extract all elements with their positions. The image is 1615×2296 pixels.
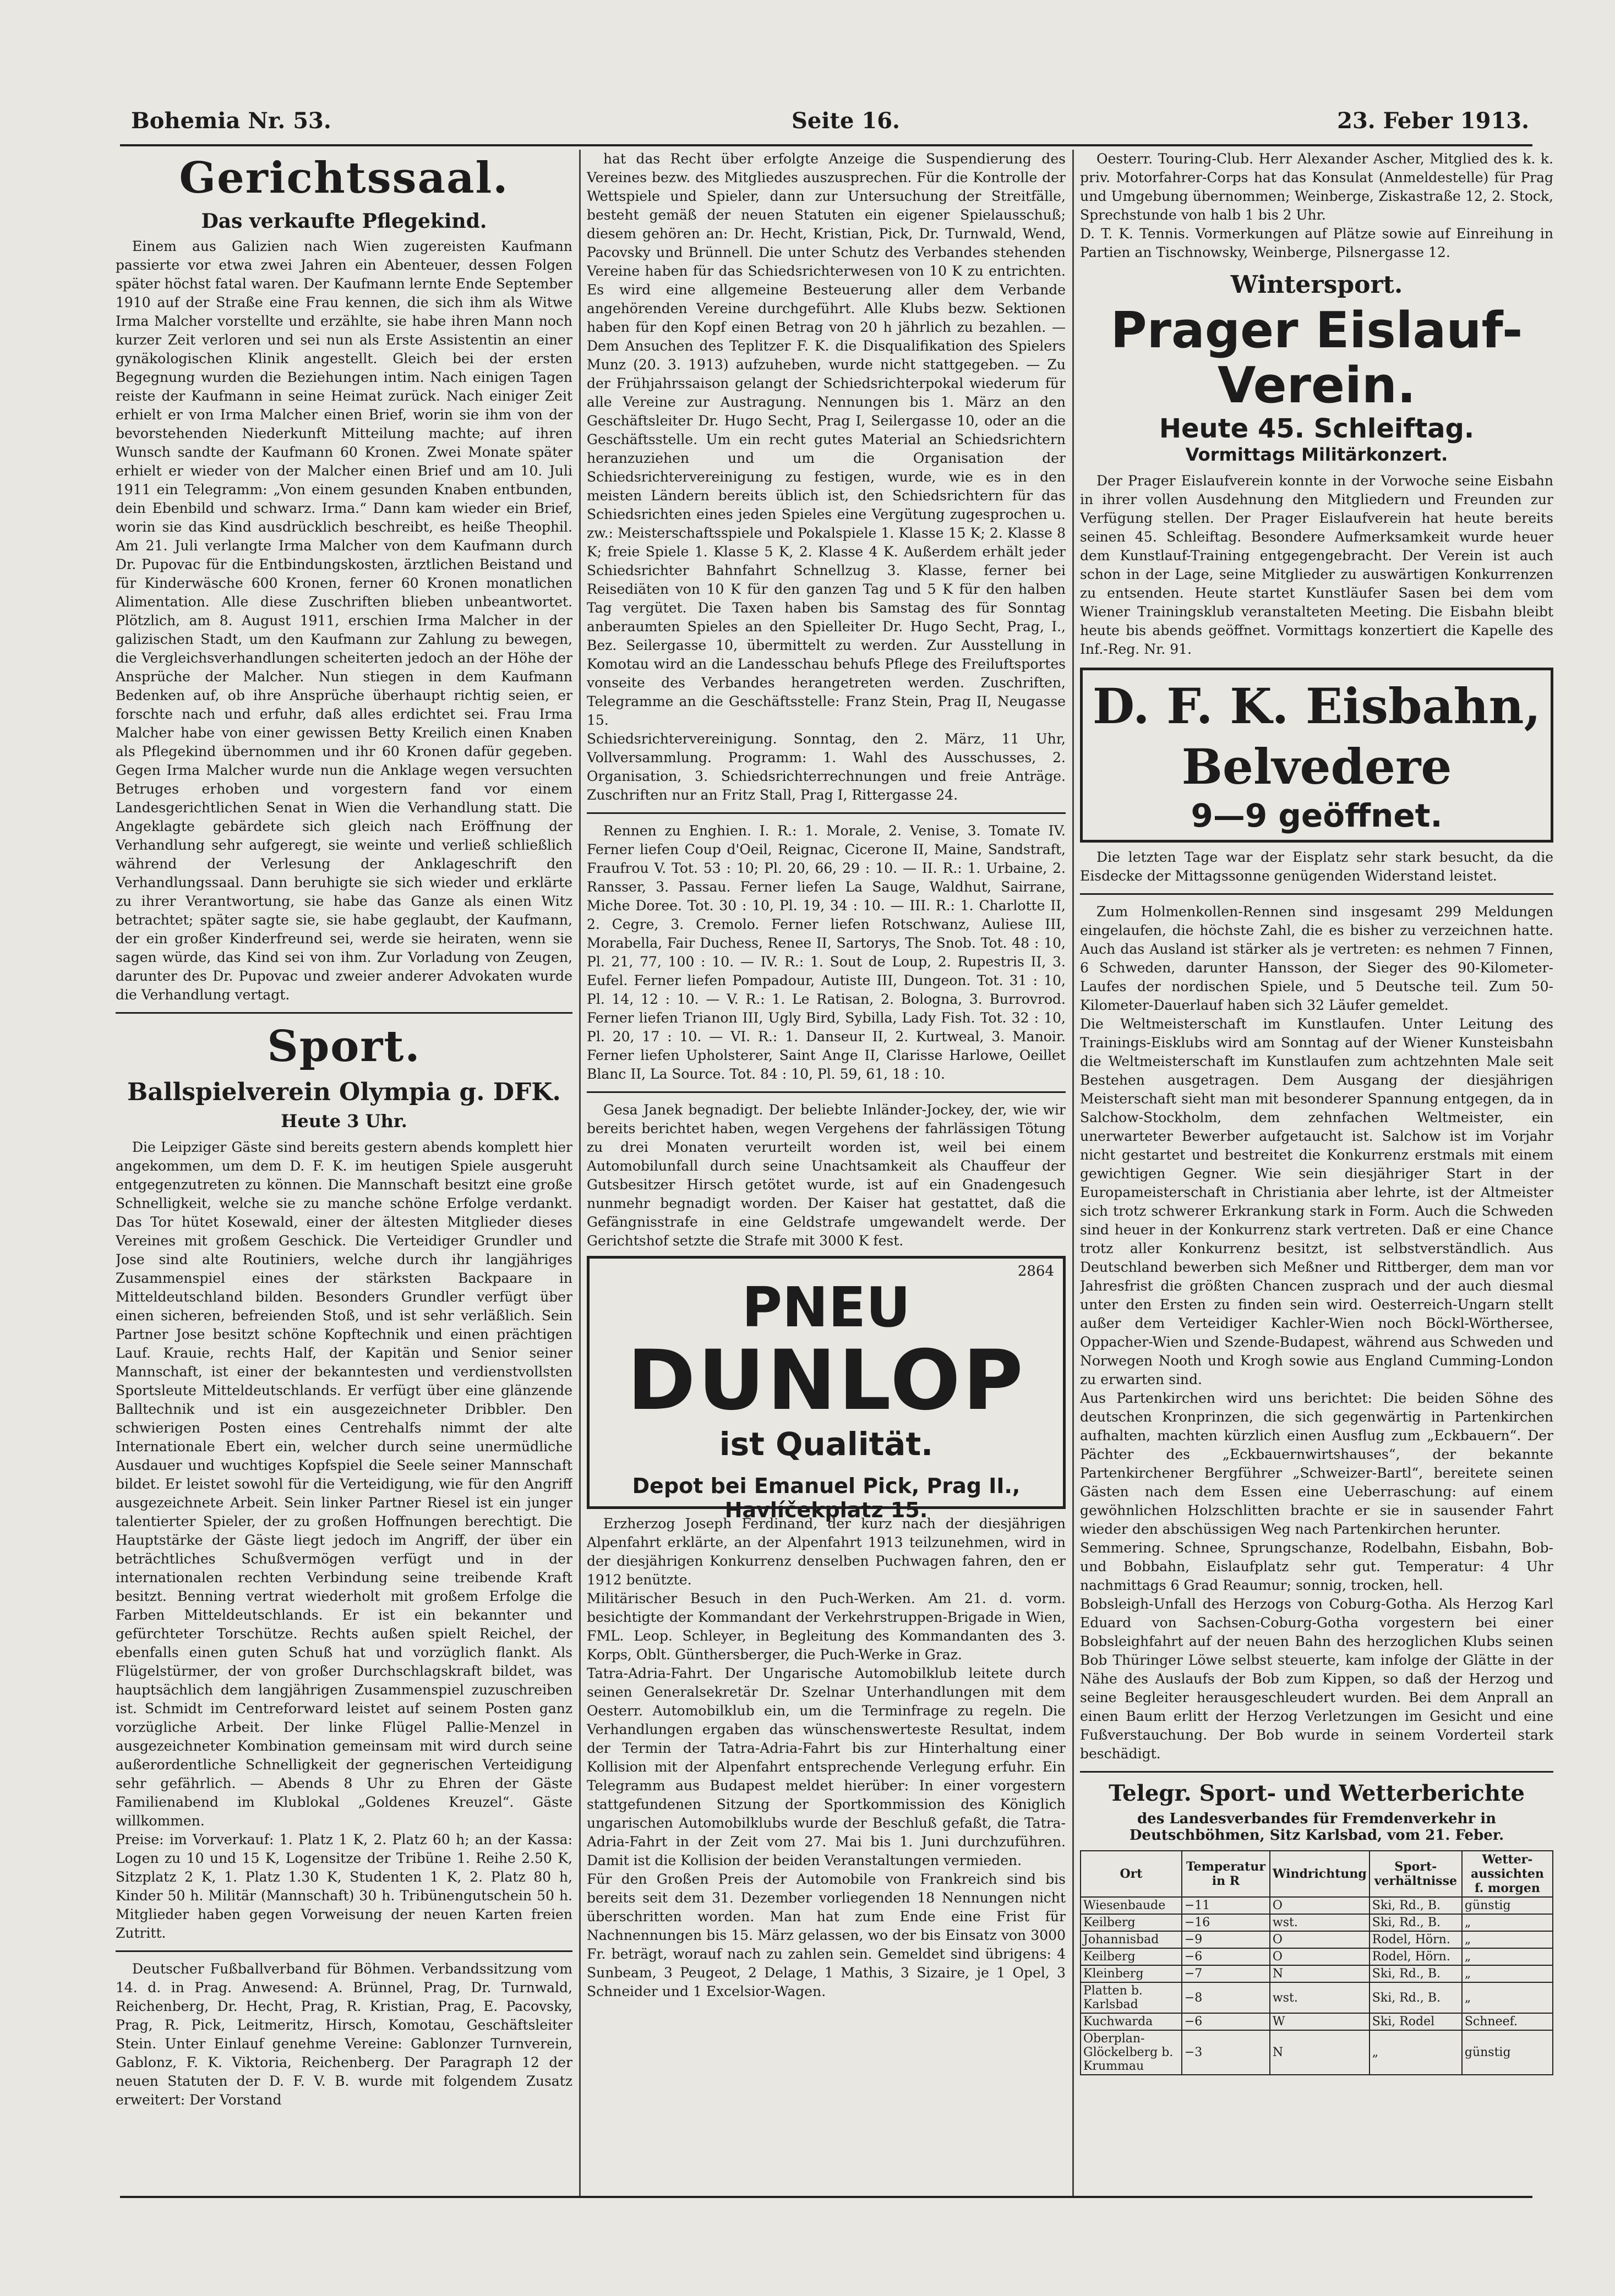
column-divider (1072, 150, 1074, 2197)
ad-dunlop-logo: DUNLOP (627, 1333, 1025, 1429)
table-cell: „ (1462, 1948, 1553, 1965)
table-cell: Ski, Rodel (1370, 2013, 1462, 2030)
article-body-fussballverband: Deutscher Fußballverband für Böhmen. Verbandssitzung vom 14. d. in Prag. Anwesend: A. Brünnel, Prag, Dr. Turnwald, Reichenberg, Dr. Hecht, Prag, R. Kristian, Prag, E. Pacovsky, Prag, R. Pick, Leitmeritz, Hirsch, Komotau, Geschäftsleiter Stein. Unter Einlauf genehme Vereine: Gablonzer Turnverein, Gablonz, F. K. Viktoria, Reichenberg. Der Paragraph 12 der neuen Statuten der D. F. V. B. wurde mit folgendem Zusatz erweitert: Der Vorstand (116, 1961, 572, 2108)
th-wetter: Wetter-aussichten f. morgen (1462, 1851, 1553, 1897)
footer-rule (120, 2196, 1532, 2198)
ad-depot: Depot bei Emanuel Pick, Prag II., Havlíčekplatz 15. (632, 1474, 1021, 1522)
table-cell: Wiesenbaude (1081, 1897, 1182, 1914)
article-body-touring: Oesterr. Touring-Club. Herr Alexander Ascher, Mitglied des k. k. priv. Motorfahrer-Corps hat das Konsulat (Anmeldestelle) für Prag und Umgebung übernommen; Weinberge, Ziskastraße 12, 2. Stock, Sprechstunde von halb 1 bis 2 Uhr. D. T. K. Tennis. Vormerkungen auf Plätze sowie auf Einreihung in Partien an Tischnowsky, Weinberge, Pilsnergasse 12. (1080, 151, 1553, 260)
table-cell: O (1270, 1897, 1370, 1914)
table-cell: Platten b. Karlsbad (1081, 1982, 1182, 2013)
table-cell: Ski, Rd., B. (1370, 1965, 1462, 1982)
table-cell: „ (1370, 2030, 1462, 2075)
section-title-sport: Sport. (267, 1021, 421, 1072)
table-cell: „ (1462, 1931, 1553, 1948)
article-body-automobil: Erzherzog Joseph Ferdinand, der kurz nach der diesjährigen Alpenfahrt erklärte, an der Alpenfahrt 1913 teilzunehmen, wird in der diesjährigen Konkurrenz denselben Puchwagen fahren, den er 1912 benützte. Militärischer Besuch in den Puch-Werken. Am 21. d. vorm. besichtigte der Kommandant der Verkehrstruppen-Brigade in Wien, FML. Leop. Schleyer, in Begleitung des Kommandanten des 3. Korps, Oblt. Günthersberger, die Puch-Werke in Graz. Tatra-Adria-Fahrt. Der Ungarische Automobilklub leitete durch seinen Generalsekretär Dr. Szelnar Unterhandlungen mit dem Oesterr. Automobilklub ein, um die Terminfrage zu regeln. Die Verhandlungen ergaben das wünschenswerteste Resultat, indem der Termin der Tatra-Adria-Fahrt bis zur Hinterhaltung einer Kollision mit der Alpenfahrt entsprechende Verlegung erfuhr. Ein Telegramm aus Budapest meldet hierüber: In einer vorgestern stattgefundenen Sitzung der Sportkommission des Königlich ungarischen Automobilklubs wurde der Beschluß gefaßt, die Tatra-Adria-Fahrt in der Zeit vom 27. Mai bis 1. Juni durchzuführen. Damit ist die Kollision der beiden Veranstaltungen vermieden. Für den Großen Preis der Automobile von Frankreich sind bis bereits seit dem 31. Dezember vorliegenden 18 Nennungen nicht überschritten worden. Man hat zum Ende eine Frist für Nachnennungen bis 15. März gelassen, wo der bis Einsatz von 3000 Fr. beträgt, worauf nach zu zahlen sein. Gemeldet sind übrigens: 4 Sunbeam, 3 Peugeot, 2 Delage, 1 Mathis, 3 Sizaire, je 1 Opel, 3 Schneider und 1 Excelsior-Wagen. (587, 1516, 1066, 1999)
header-rule (120, 144, 1532, 146)
table-cell: „ (1462, 1965, 1553, 1982)
section-divider (116, 1012, 572, 1014)
dfk-eisbahn-title: D. F. K. Eisbahn, Belvedere (1092, 677, 1541, 795)
table-cell: „ (1462, 1914, 1553, 1931)
article-body-wintersport: Zum Holmenkollen-Rennen sind insgesamt 299 Meldungen eingelaufen, die höchste Zahl, die es bisher zu verzeichnen hatte. Auch das Ausland ist stärker als je vertreten: es nehmen 7 Finnen, 6 Schweden, darunter Hansson, der Sieger des 90-Kilometer-Laufes der nordischen Spiele, und 5 Deutsche teil. Zum 50-Kilometer-Dauerlauf haben sich 32 Läufer gemeldet. Die Weltmeisterschaft im Kunstlaufen. Unter Leitung des Trainings-Eisklubs wird am Sonntag auf der Wiener Kunsteisbahn die Weltmeisterschaft im Kunstlaufen zum achtzehnten Male seit Bestehen ausgetragen. Dem Ausgang der diesjährigen Meisterschaft sieht man mit besonderer Spannung entgegen, da in Salchow-Stockholm, dem zehnfachen Weltmeister, ein unerwarteter Bewerber aufgetaucht ist. Salchow ist im Vorjahr nicht gestartet und bestreitet die Konkurrenz erstmals mit einem gewichtigen Gegner. Wie sein diesjähriger Start in der Europameisterschaft in Christiania aber lehrte, ist der Altmeister sich trotz schwerer Erkrankung stark in Form. Auch die Schweden sind heuer in der Konkurrenz stark vertreten. Daß er eine Chance trotz aller Konkurrenz besitzt, ist selbstverständlich. Aus Deutschland bewerben sich Meßner und Rittberger, dem man vor Jahresfrist die größten Chancen zusprach und der auch diesmal unter den Ersten zu finden sein wird. Oesterreich-Ungarn stellt außer dem Verteidiger Kachler-Wien noch Böckl-Wörthersee, Oppacher-Wien und Szende-Budapest, während aus Schweden und Norwegen Nooth und Krogh sowie aus England Cumming-London zu erwarten sind. Aus Partenkirchen wird uns berichtet: Die beiden Söhne des deutschen Kronprinzen, die sich gegenwärtig in Partenkirchen aufhalten, machten kürzlich einen Ausflug zum „Eckbauern“. Der Pächter des „Eckbauernwirtshauses“, der bekannte Partenkirchener Bergführer „Schweizer-Bartl“, bereitete seinen Gästen nach dem Essen eine Ueberraschung: auf einem gewöhnlichen Holzschlitten brachte er sie in sausender Fahrt wieder den abschüssigen Weg nach Partenkirchen herunter. Semmering. Schnee, Sprungschanze, Rodelbahn, Eisbahn, Bob- und Bobbahn, Eislaufplatz sehr gut. Temperatur: 4 Uhr nachmittags 6 Grad Reaumur; sonnig, trocken, hell. Bobsleigh-Unfall des Herzogs von Coburg-Gotha. Als Herzog Karl Eduard von Sachsen-Coburg-Gotha vorgestern bei einer Bobsleighfahrt auf der neuen Bahn des herzoglichen Klubs seinen Bob Thüringer Löwe selbst steuerte, kam infolge der Glätte in der Nähe des Auslaufs der Bob zum Kippen, so daß der Herzog und seine Begleiter herausgeschleudert wurden. Bei dem Anprall an einen Baum erlitt der Herzog Verletzungen im Gesicht und eine Fußverstauchung. Der Bob wurde in seinem Vorderteil stark beschädigt. (1080, 904, 1553, 1762)
table-cell: −11 (1182, 1897, 1270, 1914)
table-cell: −7 (1182, 1965, 1270, 1982)
table-cell: N (1270, 2030, 1370, 2075)
weather-table (1080, 1850, 1553, 2075)
table-cell: −6 (1182, 2013, 1270, 2030)
table-cell: Johannisbad (1081, 1931, 1182, 1948)
article-body-verband-cont: hat das Recht über erfolgte Anzeige die Suspendierung des Vereines bezw. des Mitgliedes auszusprechen. Für die Kontrolle der Wettspiele und Spieler, dann zur Untersuchung der Streitfälle, besteht gemäß der neuen Statuten ein eigener Spielausschuß; diesem gehören an: Dr. Hecht, Kristian, Pick, Dr. Turnwald, Wend, Pacovsky und Brünnell. Die unter Schutz des Verbandes stehenden Vereine haben für das Schiedsrichterwesen von 10 K zu entrichten. Es wird eine allgemeine Besteuerung aller dem Verbande angehörenden Vereine durchgeführt. Alle Klubs bezw. Sektionen haben für den Kopf einen Betrag von 20 h jährlich zu bezahlen. — Dem Ansuchen des Teplitzer F. K. die Disqualifikation des Spielers Munz (20. 3. 1913) aufzuheben, wurde nicht stattgegeben. — Zu der Frühjahrssaison gelangt der Schiedsrichterpokal wiederum für alle Vereine zur Austragung. Nennungen bis 1. März an den Geschäftsleiter Dr. Hugo Secht, Prag I, Seilergasse 10, oder an die Geschäftsstelle. Um ein recht gutes Material an Schiedsrichtern heranzuziehen und um die Organisation der Schiedsrichtervereinigung zu festigen, wurde, wie es in den meisten Ländern bereits üblich ist, den Schiedsrichtern für das Schiedsrichten eines jeden Spieles eine Vergütung zugesprochen u. zw.: Meisterschaftsspiele und Pokalspiele 1. Klasse 15 K; 2. Klasse 8 K; freie Spiele 1. Klasse 5 K, 2. Klasse 4 K. Außerdem erhält jeder Schiedsrichter Bahnfahrt Schnellzug 3. Klasse, ferner bei Reisediäten von 10 K für den ganzen Tag und 5 K für den halben Tag vergütet. Die Taxen haben bis Samstag des für Sonntag anberaumten Spieles an den Spielleiter Dr. Hugo Secht, Prag, I., Bez. Seilergasse 10, übermittelt zu werden. Zur Ausstellung in Komotau wird an die Landesschau behufs Pflege des Freiluftsportes vonseite des Verbandes herangetreten werden. Zuschriften, Telegramme an die Geschäftsstelle: Franz Stein, Prag II, Neugasse 15. Schiedsrichtervereinigung. Sonntag, den 2. März, 11 Uhr, Vollversammlung. Programm: 1. Wahl des Ausschusses, 2. Organisation, 3. Schiedsrichterrechnungen und freie Anträge. Zuschriften nur an Fritz Stall, Prag I, Rittergasse 24. (587, 151, 1066, 803)
column-3 (1080, 150, 1553, 2186)
article-divider (1080, 893, 1553, 895)
article-divider (1080, 1771, 1553, 1773)
dunlop-advertisement (587, 1256, 1066, 1522)
telegr-title: Telegr. Sport- und Wetterberichte (1109, 1780, 1525, 1806)
issue-label: Bohemia Nr. 53. (131, 108, 331, 134)
table-row (1081, 2013, 1553, 2030)
page-number: Seite 16. (792, 108, 900, 134)
article-body-janek: Gesa Janek begnadigt. Der beliebte Inländer-Jockey, der, wie wir bereits berichtet haben, wegen Vergehens der fahrlässigen Tötung zu drei Monaten verurteilt worden ist, weil bei einem Automobilunfall durch seine Unachtsamkeit als Chauffeur der Gutsbesitzer Hirsch getötet wurde, ist auf ein Gnadengesuch nunmehr begnadigt worden. Der Kaiser hat gestattet, daß die Gefängnisstrafe in eine Geldstrafe umgewandelt werde. Der Gerichtshof setzte die Strafe mit 3000 K fest. (587, 1102, 1066, 1249)
section-title-gerichtssaal: Gerichtssaal. (179, 153, 509, 203)
table-cell: O (1270, 1948, 1370, 1965)
ad-number: 2864 (1017, 1263, 1054, 1280)
article-headline-olympia: Ballspielverein Olympia g. DFK. (127, 1078, 561, 1106)
table-row (1081, 2030, 1553, 2075)
article-body-prager: Der Prager Eislaufverein konnte in der Vorwoche seine Eisbahn in ihrer vollen Ausdehnung den Mitgliedern und Freunden zur Verfügung stellen. Der Prager Eislaufverein hat heute bereits seinen 45. Schleiftag. Besondere Aufmerksamkeit wurde heuer dem Kunstlauf-Training entgegengebracht. Der Verein ist auch schon in der Lage, seine Mitglieder zu auswärtigen Konkurrenzen zu entsenden. Heute startet Kunstläufer Sasen bei dem vom Wiener Trainingsklub veranstalteten Meeting. Die Eisbahn bleibt heute bis abends geöffnet. Vormittags konzertiert die Kapelle des Inf.-Reg. Nr. 91. (1080, 473, 1553, 657)
article-headline-pflegekind: Das verkaufte Pflegekind. (201, 210, 487, 233)
table-cell: Rodel, Hörn. (1370, 1948, 1462, 1965)
dfk-open-hours: 9—9 geöffnet. (1191, 797, 1443, 834)
table-cell: −6 (1182, 1948, 1270, 1965)
table-cell: Oberplan-Glöckelberg b. Krummau (1081, 2030, 1182, 2075)
weather-table-header (1081, 1851, 1553, 1897)
telegr-subtitle: des Landesverbandes für Fremdenverkehr in Deutschböhmen, Sitz Karlsbad, vom 21. Feber. (1129, 1811, 1504, 1844)
th-wind: Windrichtung (1270, 1851, 1370, 1897)
th-temp: Temperatur in R (1182, 1851, 1270, 1897)
table-cell: O (1270, 1931, 1370, 1948)
article-body-dfk: Die letzten Tage war der Eisplatz sehr stark besucht, da die Eisdecke der Mittagssonne genügenden Widerstand leistet. (1080, 849, 1553, 884)
table-cell: −3 (1182, 2030, 1270, 2075)
column-divider (579, 150, 581, 2197)
table-cell: günstig (1462, 2030, 1553, 2075)
column-1 (116, 150, 572, 2186)
table-cell: wst. (1270, 1914, 1370, 1931)
prager-eislauf-title: Prager Eislauf-Verein. (1110, 302, 1523, 414)
page-header (131, 108, 1529, 139)
article-body-pflegekind: Einem aus Galizien nach Wien zugereisten Kaufmann passierte vor etwa zwei Jahren ein Abenteuer, dessen Folgen später höchst fatal waren. Der Kaufmann lernte Ende September 1910 auf der Straße eine Frau kennen, die sich ihm als Witwe Irma Malcher vorstellte und erzählte, sie habe ihren Mann noch kurzer Zeit verloren und sei nun als Erste Assistentin an einer gynäkologischen Klinik angestellt. Gleich bei der ersten Begegnung wurden die Beziehungen intim. Nach einigen Tagen reiste der Kaufmann in seine Heimat zurück. Nach einiger Zeit erhielt er von Irma Malcher einen Brief, worin sie ihm von der bevorstehenden Niederkunft Mitteilung machte; auf ihren Wunsch sandte der Kaufmann 60 Kronen. Zwei Monate später erhielt er wieder von der Malcher einen Brief und am 10. Juli 1911 ein Telegramm: „Von einem gesunden Knaben entbunden, dein Ebenbild und schwarz. Irma.“ Dann kam wieder ein Brief, worin sie das Kind ausdrücklich beschreibt, es heiße Theophil. Am 21. Juli verlangte Irma Malcher von dem Kaufmann durch Dr. Pupovac für die Entbindungskosten, ärztlichen Beistand und für Kinderwäsche 600 Kronen, ferner 60 Kronen monatlichen Alimentation. Alle diese Zuschriften blieben unbeantwortet. Plötzlich, am 8. August 1911, erschien Irma Malcher in der galizischen Stadt, um den Kaufmann zur Zahlung zu bewegen, die Vergleichsverhandlungen scheiterten jedoch an der Höhe der Ansprüche der Malcher. Nun stiegen in dem Kaufmann Bedenken auf, ob ihre Ansprüche überhaupt richtig seien, er forschte nach und erfuhr, daß alles erdichtet sei. Frau Irma Malcher habe von einer gewissen Betty Kreilich einen Knaben als Pflegekind übernommen und ihr 60 Kronen dafür gegeben. Gegen Irma Malcher wurde nun die Anklage wegen versuchten Betruges erhoben und vorgestern fand vor einem Landesgerichtlichen Senat in Wien die Verhandlung statt. Die Angeklagte gebärdete sich gleich nach Eröffnung der Verhandlung sehr aufgeregt, sie weinte und verließ schließlich während der Verlesung der Anklageschrift den Verhandlungssaal. Dann beruhigte sie sich wieder und erklärte zu ihrer Verantwortung, sie habe das Ganze als einen Witz betrachtet; später sagte sie, sie habe geglaubt, der Kaufmann, der ein großer Kinderfreund sei, werde sie heiraten, wenn sie sagen würde, das Kind sei von ihm. Zur Vorladung von Zeugen, darunter des Dr. Pupovac und zweier anderer Advokaten wurde die Verhandlung vertagt. (116, 238, 572, 1003)
ad-quality: ist Qualität. (719, 1425, 934, 1463)
prager-schleiftag: Heute 45. Schleiftag. (1159, 413, 1475, 444)
table-cell: Keilberg (1081, 1948, 1182, 1965)
table-cell: Ski, Rd., B. (1370, 1897, 1462, 1914)
prager-militaerkonzert: Vormittags Militärkonzert. (1185, 444, 1448, 465)
article-body-olympia: Die Leipziger Gäste sind bereits gestern abends komplett hier angekommen, um dem D. F. K. im heutigen Spiele ausgeruht entgegenzutreten zu können. Die Mannschaft besitzt eine große Schnelligkeit, welche sie zu manche schöne Erfolge verdankt. Das Tor hütet Kosewald, einer der ältesten Mitglieder dieses Vereines mit großem Geschick. Die Verteidiger Grundler und Jose sind alte Routiniers, welche durch ihr langjähriges Zusammenspiel eines der stärksten Backpaare in Mitteldeutschland bilden. Besonders Grundler verfügt über einen sicheren, befreienden Stoß, und ist sehr verläßlich. Sein Partner Jose besitzt schöne Kopftechnik und einen prächtigen Lauf. Krauie, rechts Half, der Kapitän und Senior seiner Mannschaft, ist einer der bekanntesten und verdienstvollsten Sportsleute Mitteldeutschlands. Er verfügt über eine glänzende Balltechnik und ist ein ausgezeichneter Dribbler. Den schwierigen Posten eines Centrehalfs nimmt der alte Internationale Ebert ein, welcher durch seine unermüdliche Ausdauer und wuchtiges Kopfspiel die Seele seiner Mannschaft bildet. Er leistet sowohl für die Verteidigung, wie für den Angriff ausgezeichnete Arbeit. Sein linker Partner Riesel ist ein junger talentierter Spieler, der zu großen Hoffnungen berechtigt. Die Hauptstärke der Gäste liegt jedoch im Angriff, der über ein beträchtliches Schußvermögen verfügt und in der internationalen rechten Verbindung seine treibende Kraft besitzt. Benning vertrat wiederholt mit großem Erfolge die Farben Mitteldeutschlands. Er ist ein bekannter und gefürchteter Torschütze. Rechts außen spielt Reichel, der ebenfalls einen guten Schuß hat und vorzüglich flankt. Als Flügelstürmer, der von großer Durchschlagskraft bildet, was hauptsächlich dem langjährigen Zusammenspiel zuzuschreiben ist. Schmidt im Centreforward leistet auf seinem Posten ganz vorzügliche Arbeit. Der linke Flügel Pallie-Menzel in ausgezeichneter Kombination gemeinsam mit wird durch seine außerordentliche Schnelligkeit der gegnerischen Verteidigung sehr gefährlich. — Abends 8 Uhr zu Ehren der Gäste Familienabend im Klublokal „Goldenes Kreuzel“. Gäste willkommen. Preise: im Vorverkauf: 1. Platz 1 K, 2. Platz 60 h; an der Kassa: Logen zu 10 und 15 K, Logensitze der Tribüne 1. Reihe 2.50 K, Sitzplatz 2 K, 1. Platz 1.30 K, Studenten 1 K, 2. Platz 80 h, Kinder 50 h. Militär (Mannschaft) 30 h. Tribünengutschein 50 h. Mitglieder haben gegen Vorweisung der neuen Karten freien Zutritt. (116, 1139, 572, 1941)
table-cell: −8 (1182, 1982, 1270, 2013)
table-row (1081, 1948, 1553, 1965)
table-cell: −16 (1182, 1914, 1270, 1931)
dfk-eisbahn-advertisement (1080, 668, 1553, 843)
table-cell: Schneef. (1462, 2013, 1553, 2030)
article-body-rennen: Rennen zu Enghien. I. R.: 1. Morale, 2. Venise, 3. Tomate IV. Ferner liefen Coup d'Oeil, Reignac, Cicerone II, Maine, Sandstraft, Fraufrou V. Tot. 53 : 10; Pl. 20, 66, 29 : 10. — II. R.: 1. Urbaine, 2. Ransser, 3. Passau. Ferner liefen La Sauge, Waldhut, Sairrane, Miche Doree. Tot. 30 : 10, Pl. 19, 34 : 10. — III. R.: 1. Charlotte II, 2. Cegre, 3. Cremolo. Ferner liefen Rotschwanz, Auliese III, Morabella, Fair Duchess, Renee II, Sartorys, The Snob. Tot. 48 : 10, Pl. 21, 77, 100 : 10. — IV. R.: 1. Sout de Loup, 2. Rupestris II, 3. Eufel. Ferner liefen Pompadour, Autiste III, Dungeon. Tot. 31 : 10, Pl. 14, 12 : 10. — V. R.: 1. Le Ratisan, 2. Bologna, 3. Burrovrod. Ferner liefen Trianon III, Ugly Bird, Sybilla, Lady Fish. Tot. 32 : 10, Pl. 20, 17 : 10. — VI. R.: 1. Danseur II, 2. Kurtweal, 3. Manoir. Ferner liefen Upholsterer, Saint Ange II, Clarisse Harlowe, Oeillet Blanc II, La Source. Tot. 84 : 10, Pl. 59, 61, 18 : 10. (587, 823, 1066, 1082)
table-cell: wst. (1270, 1982, 1370, 2013)
th-ort: Ort (1081, 1851, 1182, 1897)
table-cell: Kleinberg (1081, 1965, 1182, 1982)
article-divider (587, 1091, 1066, 1093)
article-divider (116, 1950, 572, 1952)
table-cell: Rodel, Hörn. (1370, 1931, 1462, 1948)
table-cell: Kuchwarda (1081, 2013, 1182, 2030)
ad-pneu: PNEU (741, 1275, 911, 1340)
table-cell: N (1270, 1965, 1370, 1982)
column-2 (587, 150, 1066, 2186)
table-row (1081, 1965, 1553, 1982)
table-row (1081, 1897, 1553, 1914)
table-row (1081, 1931, 1553, 1948)
th-sport: Sport-verhältnisse (1370, 1851, 1462, 1897)
table-row (1081, 1914, 1553, 1931)
table-row (1081, 1982, 1553, 2013)
table-cell: günstig (1462, 1897, 1553, 1914)
section-title-wintersport: Wintersport. (1230, 271, 1403, 299)
table-cell: Ski, Rd., B. (1370, 1982, 1462, 2013)
table-cell: Keilberg (1081, 1914, 1182, 1931)
article-divider (587, 812, 1066, 814)
table-cell: W (1270, 2013, 1370, 2030)
article-subheadline-olympia: Heute 3 Uhr. (281, 1111, 407, 1131)
date-label: 23. Feber 1913. (1337, 108, 1529, 134)
table-cell: „ (1462, 1982, 1553, 2013)
table-cell: Ski, Rd., B. (1370, 1914, 1462, 1931)
table-cell: −9 (1182, 1931, 1270, 1948)
